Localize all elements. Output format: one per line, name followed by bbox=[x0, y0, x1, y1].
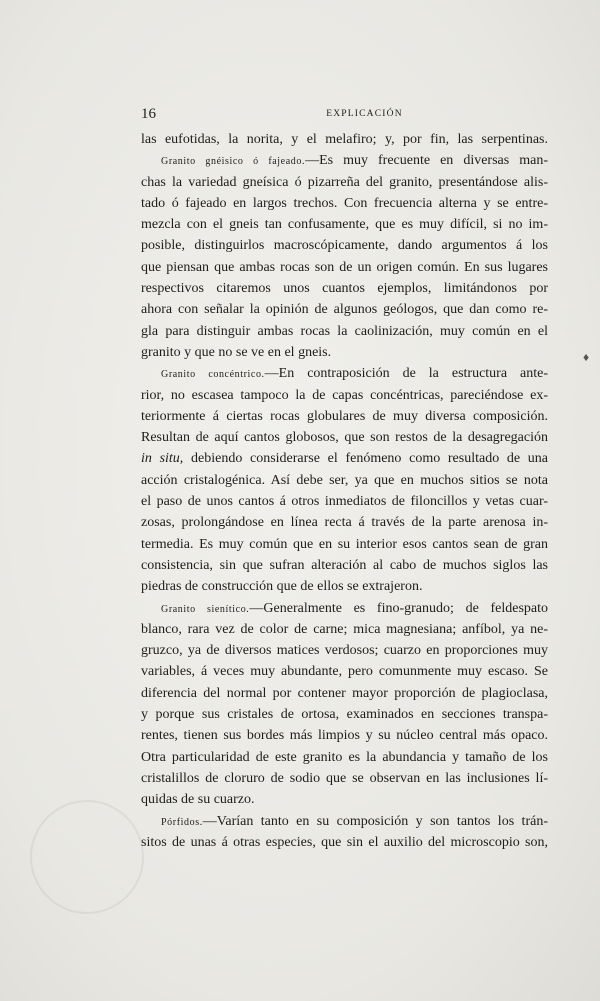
text-line: Otra particularidad de este granito es la abundancia y tamaño de los bbox=[141, 749, 548, 765]
text-line: variables, á veces muy abundante, pero comunmente muy escaso. Se bbox=[141, 664, 548, 680]
paragraph bbox=[141, 150, 548, 363]
text-line: gruzco, ya de diversos matices verdosos; cuarzo en proporciones muy bbox=[141, 643, 548, 659]
text-line: ahora con señalar la opinión de algunos geólogos, que dan como re- bbox=[141, 302, 548, 318]
paragraph bbox=[141, 363, 548, 597]
text-line: gla para distinguir ambas rocas la caolinización, muy común en el bbox=[141, 323, 548, 339]
paragraph bbox=[141, 598, 548, 811]
text-line: sitos de unas á otras especies, que sin el auxilio del microscopio son, bbox=[141, 834, 548, 850]
text-line bbox=[141, 598, 548, 619]
text-line-fragment: —En contraposición de la estructura ante- bbox=[264, 366, 549, 382]
italic-phrase: in situ, bbox=[141, 451, 184, 467]
text-line-fragment: —Varían tanto en su composición y son tantos los trán- bbox=[202, 813, 548, 829]
text-line: blanco, rara vez de color de carne; mica magnesiana; anfíbol, ya ne- bbox=[141, 621, 548, 637]
paragraph-heading: Granito gnéisico ó fajeado. bbox=[161, 156, 306, 168]
text-line: termedia. Es muy común que en su interior esos cantos sean de gran bbox=[141, 536, 548, 552]
text-line: tado ó fajeado en largos trechos. Con frecuencia alterna y se entre- bbox=[141, 195, 548, 211]
paragraph bbox=[141, 129, 548, 150]
text-line: cristalillos de cloruro de sodio que se observan en las inclusiones lí- bbox=[141, 770, 548, 786]
text-line: chas la variedad gneísica ó pizarreña del granito, presentándose alis- bbox=[141, 174, 548, 190]
text-line: las eufotidas, la norita, y el melafiro; y, por fin, las serpentinas. bbox=[141, 132, 548, 147]
text-line bbox=[141, 150, 548, 171]
text-line: piedras de construcción que de ellos se extrajeron. bbox=[141, 579, 423, 595]
running-head bbox=[141, 106, 548, 124]
margin-mark-icon: ♦ bbox=[583, 350, 590, 364]
text-line: el paso de unos cantos á otros inmediatos de filoncillos y vetas cuar- bbox=[141, 494, 548, 510]
text-line bbox=[141, 448, 548, 469]
paragraph-heading: Granito concéntrico. bbox=[161, 369, 265, 381]
text-line: consistencia, sin que sufran alteración al cabo de muchos siglos las bbox=[141, 557, 548, 573]
body-text bbox=[141, 129, 548, 853]
text-line: granito y que no se ve en el gneis. bbox=[141, 344, 332, 360]
text-line-fragment: debiendo considerarse el fenómeno como resultado de una bbox=[191, 451, 549, 467]
text-line: rior, no escasea tampoco la de capas concéntricas, pareciéndose ex- bbox=[141, 387, 548, 403]
text-line: acción cristalogénica. Así debe ser, ya que en muchos sitios se nota bbox=[141, 472, 548, 488]
paragraph bbox=[141, 811, 548, 854]
text-line bbox=[141, 811, 548, 832]
text-line: y porque sus cristales de ortosa, examinados en secciones transpa- bbox=[141, 707, 548, 723]
text-line: respectivos citaremos unos cuantos ejemplos, limitándonos por bbox=[141, 281, 548, 297]
text-line bbox=[141, 363, 548, 384]
text-line-fragment: —Es muy frecuente en diversas man- bbox=[305, 153, 548, 169]
text-line: diferencia del normal por contener mayor proporción de plagioclasa, bbox=[141, 685, 548, 701]
text-line: que piensan que ambas rocas son de un origen común. En sus lugares bbox=[141, 259, 548, 275]
text-line: Resultan de aquí cantos globosos, que son restos de la desagregación bbox=[141, 430, 548, 446]
paragraph-heading: Pórfidos. bbox=[161, 816, 203, 828]
paragraph-heading: Granito sienítico. bbox=[161, 603, 250, 615]
faded-library-stamp bbox=[30, 800, 144, 914]
text-line: mezcla con el gneis tan confusamente, que es muy difícil, si no im- bbox=[141, 217, 548, 233]
text-line: posible, distinguirlos macroscópicamente, dando argumentos á los bbox=[141, 238, 548, 254]
text-line: teriormente á ciertas rocas globulares de muy diversa composición. bbox=[141, 408, 548, 424]
running-title: EXPLICACIÓN bbox=[326, 109, 403, 119]
text-line-fragment: —Generalmente es fino-granudo; de feldespato bbox=[249, 600, 548, 616]
text-line: quidas de su cuarzo. bbox=[141, 792, 255, 808]
text-line: zosas, prolongándose en línea recta á través de la parte arenosa in- bbox=[141, 515, 548, 531]
text-line: rentes, tienen sus bordes más limpios y su núcleo central más opaco. bbox=[141, 728, 548, 744]
page-number: 16 bbox=[141, 106, 156, 122]
